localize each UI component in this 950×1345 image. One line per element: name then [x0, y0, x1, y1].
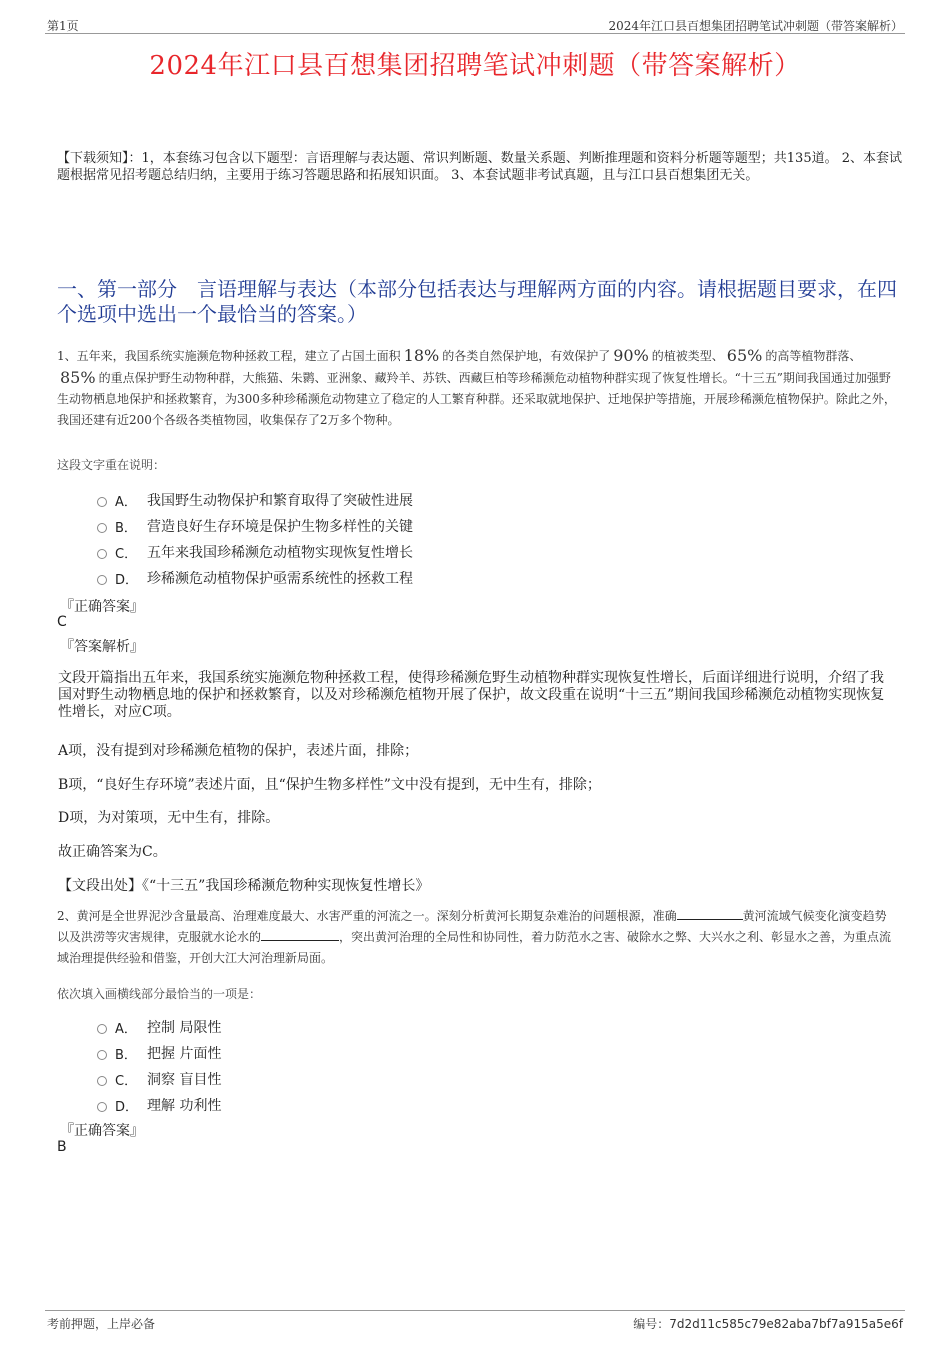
- radio-icon[interactable]: [97, 575, 107, 585]
- analysis-conclusion: 故正确答案为C。: [58, 844, 167, 860]
- radio-icon[interactable]: [97, 549, 107, 559]
- radio-icon[interactable]: [97, 523, 107, 533]
- footer-slogan: 考前押题，上岸必备: [47, 1317, 156, 1331]
- percent-85: 85%: [60, 368, 96, 387]
- page-number: 第1页: [47, 19, 79, 33]
- radio-icon[interactable]: [97, 497, 107, 507]
- fill-blank: [677, 907, 743, 920]
- percent-65: 65%: [726, 346, 763, 365]
- document-code: 编号：7d2d11c585c79e82aba7bf7a915a5e6f: [633, 1317, 903, 1331]
- analysis-label: 『答案解析』: [60, 639, 144, 655]
- option-d[interactable]: D． 理解 功利性: [97, 1092, 221, 1118]
- question-2-stem: 2、黄河是全世界泥沙含量最高、治理难度最大、水害严重的河流之一。深刻分析黄河长期复杂难治的问题根源，准确 黄河流域气候变化演变趋势以及洪涝等灾害规律，克服就水论水的 ，突出黄河治理的全局性和协同性，着力防范水之害、破除水之弊、大兴水之利、彰显水之善，为重点流域治理提供经验和借鉴，开创大江大河治理新局面。: [57, 909, 892, 965]
- radio-icon[interactable]: [97, 1102, 107, 1112]
- document-title: 2024年江口县百想集团招聘笔试冲刺题（带答案解析）: [149, 51, 801, 81]
- option-b[interactable]: B． 营造良好生存环境是保护生物多样性的关键: [97, 513, 413, 539]
- radio-icon[interactable]: [97, 1050, 107, 1060]
- question-2-options: [97, 1014, 221, 1118]
- question-2-prompt: 依次填入画横线部分最恰当的一项是：: [57, 987, 262, 1001]
- question-1-options: [97, 487, 413, 591]
- percent-90: 90%: [613, 346, 649, 365]
- option-a[interactable]: A． 控制 局限性: [97, 1014, 221, 1040]
- header-title: 2024年江口县百想集团招聘笔试冲刺题（带答案解析）: [608, 19, 903, 33]
- option-c[interactable]: C． 洞察 盲目性: [97, 1066, 221, 1092]
- analysis-option-d: D项，为对策项，无中生有，排除。: [58, 810, 280, 826]
- option-d[interactable]: D． 珍稀濒危动植物保护亟需系统性的拯救工程: [97, 565, 413, 591]
- analysis-option-a: A项，没有提到对珍稀濒危植物的保护，表述片面，排除；: [58, 743, 419, 759]
- option-a[interactable]: A． 我国野生动物保护和繁育取得了突破性进展: [97, 487, 413, 513]
- page-header: [45, 15, 905, 34]
- analysis-text: 文段开篇指出五年来，我国系统实施濒危物种拯救工程，使得珍稀濒危野生动植物种群实现恢复性增长，后面详细进行说明，介绍了我国对野生动物栖息地的保护和拯救繁育，以及对珍稀濒危植物开展了保护，故文段重在说明“十三五”期间我国珍稀濒危动植物实现恢复性增长，对应C项。: [58, 670, 885, 720]
- section-heading: 一、第一部分 言语理解与表达（本部分包括表达与理解两方面的内容。请根据题目要求，在四个选项中选出一个最恰当的答案。）: [57, 277, 897, 326]
- text-source: 【文段出处】《“十三五”我国珍稀濒危物种实现恢复性增长》: [58, 878, 430, 894]
- option-c[interactable]: C． 五年来我国珍稀濒危动植物实现恢复性增长: [97, 539, 413, 565]
- percent-18: 18%: [403, 346, 440, 365]
- radio-icon[interactable]: [97, 1024, 107, 1034]
- question-1-stem: 1、五年来，我国系统实施濒危物种拯救工程，建立了占国土面积 18% 的各类自然保护地，有效保护了 90% 的植被类型、 65% 的高等植物群落、85% 的重点保护野生动物种群，大熊猫、朱鹮、亚洲象、藏羚羊、苏铁、西藏巨柏等珍稀濒危动植物种群实现了恢复性增长。“十三五”期间我国通过加强野生动物栖息地保护和拯救繁育，为300多种珍稀濒危动物建立了稳定的人工繁育种群。还采取就地保护、迁地保护等措施，开展珍稀濒危植物保护。除此之外，我国还建有近200个各级各类植物园，收集保存了2万多个物种。: [57, 346, 896, 427]
- download-notice: 【下载须知】：1，本套练习包含以下题型：言语理解与表达题、常识判断题、数量关系题、判断推理题和资料分析题等题型；共135道。 2、本套试题根据常见招考题总结归纳，主要用于练习答题思路和拓展知识面。 3、本套试题非考试真题，且与江口县百想集团无关。: [57, 151, 902, 183]
- fill-blank: [261, 928, 339, 941]
- correct-answer: C: [57, 614, 67, 630]
- question-1-prompt: 这段文字重在说明：: [57, 458, 166, 472]
- correct-answer: B: [57, 1139, 67, 1155]
- correct-answer-label: 『正确答案』: [60, 1123, 144, 1139]
- option-b[interactable]: B． 把握 片面性: [97, 1040, 221, 1066]
- page-footer: [45, 1310, 905, 1331]
- analysis-option-b: B项，“良好生存环境”表述片面，且“保护生物多样性”文中没有提到，无中生有，排除；: [58, 777, 601, 793]
- radio-icon[interactable]: [97, 1076, 107, 1086]
- correct-answer-label: 『正确答案』: [60, 599, 144, 615]
